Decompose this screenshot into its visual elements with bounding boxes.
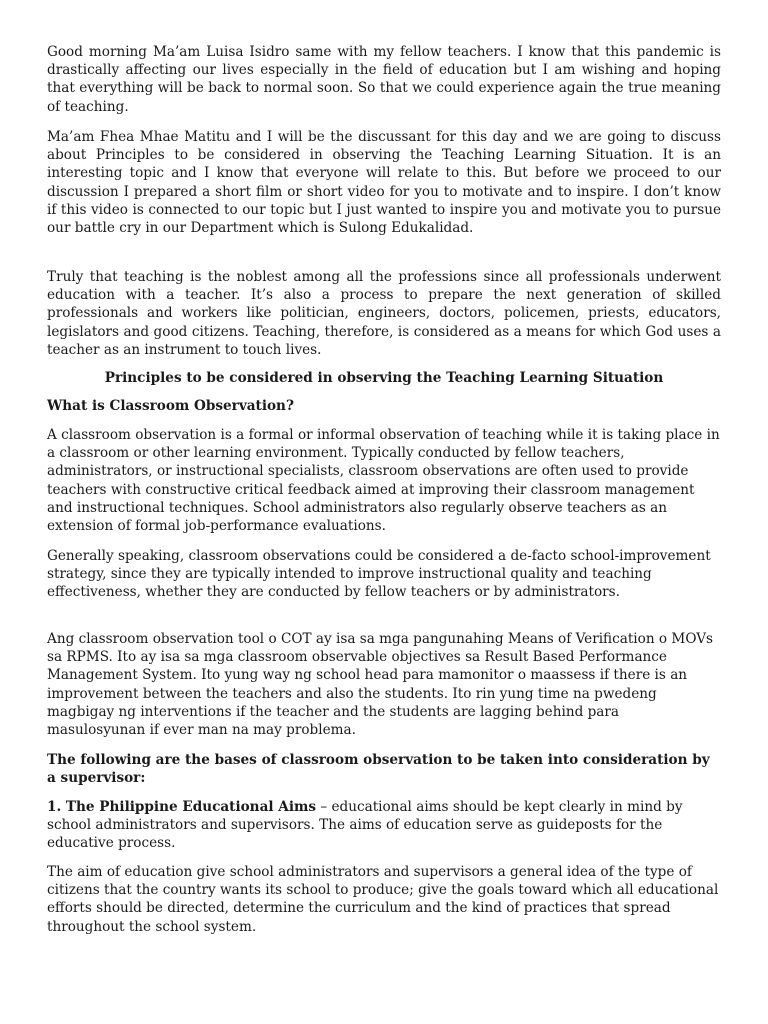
- item-1-paragraph: [47, 798, 721, 853]
- bases-heading: The following are the bases of classroom observation to be taken into consideration by a supervisor:: [47, 752, 710, 787]
- item-1-lead: 1. The Philippine Educational Aims: [47, 799, 317, 815]
- body-paragraph-3: Ang classroom observation tool o COT ay isa sa mga pangunahing Means of Verification o MOVs sa RPMS. Ito ay isa sa mga classroom observable objectives sa Result Based Performance Management System. Ito yung way ng school head para mamonitor o maassess if there is an improvement between the teachers and also the students. Ito rin yung time na pwedeng magbigay ng interventions if the teacher and the students are lagging behind para masulosyunan if ever man na may problema.: [47, 631, 714, 739]
- final-paragraph: The aim of education give school administrators and supervisors a general idea of the type of citizens that the country wants its school to produce; give the goals toward which all educational efforts should be directed, determine the curriculum and the kind of practices that spread throughout the school system.: [47, 864, 719, 935]
- item-1-text: – educational aims should be kept clearly in mind by school administrators and supervisors. The aims of education serve as guideposts for the educative process.: [47, 799, 683, 852]
- intro-paragraph-2: Ma’am Fhea Mhae Matitu and I will be the discussant for this day and we are going to discuss about Principles to be considered in observing the Teaching Learning Situation. It is an interesting topic and I know that everyone will relate to this. But before we proceed to our discussion I prepared a short film or short video for you to motivate and to inspire. I don’t know if this video is connected to our topic but I just wanted to inspire you and motivate you to pursue our battle cry in our Department which is Sulong Edukalidad.: [47, 129, 721, 237]
- body-paragraph-2: Generally speaking, classroom observations could be considered a de-facto school-improvement strategy, since they are typically intended to improve instructional quality and teaching effectiveness, whether they are conducted by fellow teachers or by administrators.: [47, 548, 711, 601]
- body-paragraph-1: A classroom observation is a formal or informal observation of teaching while it is taking place in a classroom or other learning environment. Typically conducted by fellow teachers, administrators, or instructional specialists, classroom observations are often used to provide teachers with constructive critical feedback aimed at improving their classroom management and instructional techniques. School administrators also regularly observe teachers as an extension of formal job-performance evaluations.: [47, 427, 720, 535]
- intro-paragraph-1: Good morning Ma’am Luisa Isidro same with my fellow teachers. I know that this pandemic is drastically affecting our lives especially in the field of education but I am wishing and hoping that everything will be back to normal soon. So that we could experience again the true meaning of teaching.: [47, 44, 721, 115]
- subheading-classroom-observation: What is Classroom Observation?: [47, 398, 294, 414]
- section-title: Principles to be considered in observing the Teaching Learning Situation: [104, 370, 664, 386]
- intro-paragraph-3: Truly that teaching is the noblest among all the professions since all professionals underwent education with a teacher. It’s also a process to prepare the next generation of skilled professionals and workers like politician, engineers, doctors, policemen, priests, educators, legislators and good citizens. Teaching, therefore, is considered as a means for which God uses a teacher as an instrument to touch lives.: [47, 269, 721, 358]
